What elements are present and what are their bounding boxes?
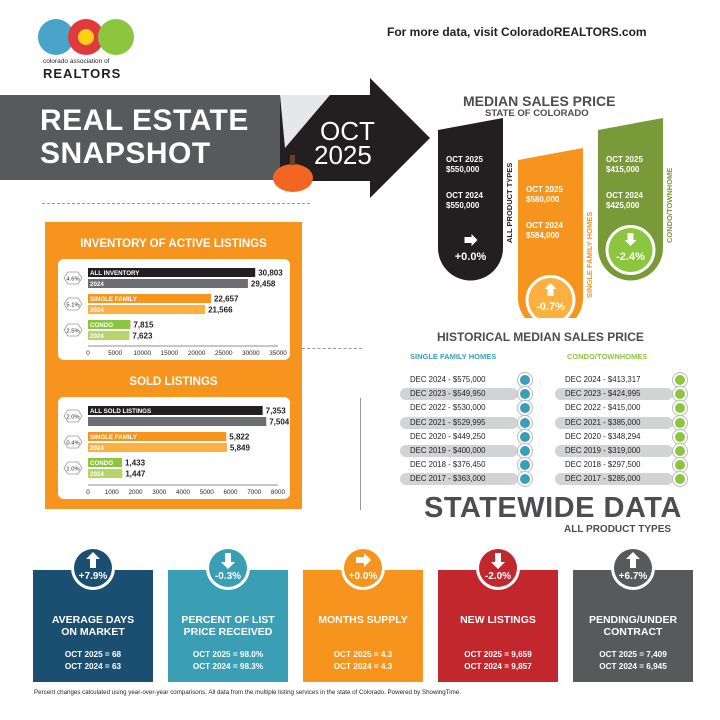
historical-dot bbox=[518, 458, 532, 472]
median-prev-value: $425,000 bbox=[606, 201, 640, 210]
inventory-bar-category: ALL INVENTORY bbox=[90, 270, 140, 277]
card-label: PENDING/UNDER CONTRACT bbox=[588, 614, 678, 638]
card-label: AVERAGE DAYS ON MARKET bbox=[51, 614, 135, 638]
sold-title: SOLD LISTINGS bbox=[129, 376, 218, 388]
historical-dot bbox=[673, 472, 687, 486]
inventory-change-value: 5.1% bbox=[66, 302, 80, 309]
median-prev-value: $550,000 bbox=[446, 201, 480, 210]
inventory-tick: 10000 bbox=[133, 350, 152, 357]
historical-dot bbox=[518, 444, 532, 458]
historical-row: DEC 2022 - $415,000 bbox=[565, 403, 641, 413]
inventory-tick: 0 bbox=[86, 350, 90, 357]
logo-line2: REALTORS bbox=[43, 66, 122, 81]
median-prev-value: $584,000 bbox=[526, 231, 560, 240]
historical-row: DEC 2019 - $400,000 bbox=[400, 445, 518, 457]
median-cur-label: OCT 2025 bbox=[446, 155, 483, 164]
card-current: OCT 2025 = 98.0% bbox=[192, 650, 264, 659]
divider-line bbox=[42, 203, 310, 204]
historical-dot bbox=[673, 444, 687, 458]
year-label: 2025 bbox=[314, 140, 372, 170]
stat-card bbox=[33, 570, 153, 682]
historical-dot bbox=[673, 458, 687, 472]
sold-bar-value: 5,822 bbox=[229, 432, 250, 442]
median-change-value: -2.4% bbox=[616, 251, 645, 263]
change-value: +7.9% bbox=[78, 571, 108, 582]
median-prev-label: OCT 2024 bbox=[446, 191, 483, 200]
historical-dot bbox=[518, 387, 532, 401]
historical-row: DEC 2019 - $319,000 bbox=[555, 445, 673, 457]
change-badge bbox=[206, 546, 250, 590]
median-prev-label: OCT 2024 bbox=[526, 221, 563, 230]
inventory-chart bbox=[58, 259, 290, 360]
median-subtitle: STATE OF COLORADO bbox=[485, 108, 589, 119]
historical-dot bbox=[673, 430, 687, 444]
card-previous: OCT 2024 = 4.3 bbox=[333, 662, 393, 671]
sold-tick: 2000 bbox=[128, 489, 143, 496]
historical-row: DEC 2020 - $348,294 bbox=[565, 431, 641, 441]
sf-header: SINGLE FAMILY HOMES bbox=[410, 352, 497, 361]
inventory-bar-value: 7,815 bbox=[133, 320, 154, 330]
sold-tick: 3000 bbox=[152, 489, 167, 496]
change-value: -2.0% bbox=[484, 571, 512, 582]
sold-tick: 1000 bbox=[104, 489, 119, 496]
historical-row: DEC 2020 - $449,250 bbox=[410, 431, 486, 441]
historical-dot bbox=[518, 373, 532, 387]
sold-bar-category: 2024 bbox=[90, 445, 104, 452]
historical-row: DEC 2017 - $285,000 bbox=[555, 473, 673, 485]
historical-row: DEC 2018 - $297,500 bbox=[565, 460, 641, 470]
footer-note: Percent changes calculated using year-over-year comparisons. All data from the multiple listing services in the state of Colorado. Powered by ShowingTime. bbox=[34, 689, 461, 696]
historical-row: DEC 2024 - $413,317 bbox=[565, 375, 641, 384]
sold-tick: 4000 bbox=[175, 489, 191, 496]
sold-chart bbox=[58, 397, 290, 499]
inventory-tick: 15000 bbox=[160, 350, 179, 357]
card-current: OCT 2025 = 68 bbox=[64, 650, 122, 659]
historical-dot bbox=[518, 416, 532, 430]
inventory-bar-value: 22,657 bbox=[213, 294, 239, 304]
sold-tick: 6000 bbox=[223, 489, 238, 496]
inventory-bar-category: SINGLE FAMILY bbox=[90, 296, 137, 303]
median-cur-label: OCT 2025 bbox=[606, 155, 643, 164]
change-value: -0.3% bbox=[214, 571, 242, 582]
sold-bar-value: 7,353 bbox=[265, 406, 286, 416]
inventory-bar-category: 2024 bbox=[90, 281, 104, 288]
inventory-bar-category: 2024 bbox=[90, 333, 104, 340]
historical-row: DEC 2018 - $376,450 bbox=[410, 460, 486, 470]
logo-line1: colorado association of bbox=[43, 58, 110, 65]
sold-tick: 8000 bbox=[270, 489, 286, 496]
inventory-bar-value: 29,458 bbox=[250, 279, 276, 289]
median-type-label: ALL PRODUCT TYPES bbox=[505, 162, 514, 243]
historical-dot bbox=[673, 401, 687, 415]
median-cur-value: $415,000 bbox=[606, 165, 640, 174]
inventory-bar bbox=[88, 279, 248, 288]
inventory-tick: 20000 bbox=[187, 350, 206, 357]
card-current: OCT 2025 = 9,659 bbox=[464, 650, 532, 659]
sold-bar bbox=[88, 443, 227, 452]
inventory-change-value: 4.6% bbox=[66, 276, 80, 283]
card-previous: OCT 2024 = 98.3% bbox=[192, 662, 264, 671]
sold-bar-value: 5,849 bbox=[229, 443, 250, 453]
inventory-tick: 5000 bbox=[108, 350, 123, 357]
historical-row: DEC 2023 - $424,995 bbox=[555, 388, 673, 400]
sold-bar-value: 7,504 bbox=[269, 417, 290, 427]
median-title: MEDIAN SALES PRICE bbox=[463, 93, 616, 109]
median-cur-label: OCT 2025 bbox=[526, 185, 563, 194]
sold-tick: 7000 bbox=[247, 489, 262, 496]
median-change-value: -0.7% bbox=[536, 301, 565, 313]
statewide-subtitle: ALL PRODUCT TYPES bbox=[564, 524, 672, 535]
card-label: PERCENT OF LIST PRICE RECEIVED bbox=[181, 614, 275, 638]
sold-change-value: 0.4% bbox=[66, 440, 80, 447]
change-badge bbox=[341, 546, 385, 590]
card-label: NEW LISTINGS bbox=[460, 614, 536, 626]
historical-dot bbox=[518, 430, 532, 444]
historical-dot bbox=[518, 401, 532, 415]
historical-row: DEC 2023 - $549,950 bbox=[400, 388, 518, 400]
logo-circle-green bbox=[98, 19, 134, 55]
statewide-title: STATEWIDE DATA bbox=[424, 492, 682, 524]
page-title: REAL ESTATE SNAPSHOT bbox=[40, 104, 249, 170]
sold-tick: 0 bbox=[86, 489, 90, 496]
inventory-title: INVENTORY OF ACTIVE LISTINGS bbox=[80, 238, 267, 250]
sold-bar-category: 2024 bbox=[90, 471, 104, 478]
card-previous: OCT 2024 = 9,857 bbox=[464, 662, 532, 671]
median-columns bbox=[430, 118, 720, 318]
sold-bar-category: ALL SOLD LISTINGS bbox=[90, 408, 152, 415]
inventory-bar bbox=[88, 305, 205, 314]
stat-card bbox=[303, 570, 423, 682]
median-prev-label: OCT 2024 bbox=[606, 191, 643, 200]
card-current: OCT 2025 = 4.3 bbox=[333, 650, 393, 659]
inventory-bar-value: 7,623 bbox=[132, 331, 153, 341]
historical-row: DEC 2021 - $385,000 bbox=[555, 417, 673, 429]
sold-bar-category: CONDO bbox=[90, 460, 114, 467]
card-previous: OCT 2024 = 63 bbox=[64, 662, 122, 671]
sold-bar-category: SINGLE FAMILY bbox=[90, 434, 137, 441]
inventory-tick: 30000 bbox=[242, 350, 260, 357]
sold-bar-value: 1,447 bbox=[125, 469, 146, 479]
inventory-bar-category: 2024 bbox=[90, 307, 104, 314]
median-type-label: SINGLE FAMILY HOMES bbox=[585, 211, 594, 298]
divider-line-3 bbox=[360, 398, 361, 510]
inventory-bar-value: 21,566 bbox=[208, 305, 233, 315]
inventory-bar-category: CONDO bbox=[90, 322, 114, 329]
historical-dot bbox=[673, 387, 687, 401]
pumpkin-stem bbox=[290, 155, 295, 165]
historical-title: HISTORICAL MEDIAN SALES PRICE bbox=[437, 330, 644, 344]
website-link[interactable]: For more data, visit ColoradoREALTORS.com bbox=[387, 25, 647, 39]
sold-change-value: 2.0% bbox=[66, 414, 80, 421]
sold-bar-value: 1,433 bbox=[125, 458, 146, 468]
sold-change-value: 1.0% bbox=[66, 466, 80, 473]
change-badge bbox=[71, 546, 115, 590]
inventory-tick: 25000 bbox=[214, 350, 233, 357]
stat-card bbox=[168, 570, 288, 682]
historical-row: DEC 2024 - $575,000 bbox=[410, 375, 486, 384]
historical-dot bbox=[673, 416, 687, 430]
sold-bar bbox=[88, 417, 266, 426]
change-badge bbox=[611, 546, 655, 590]
inventory-tick: 35000 bbox=[269, 350, 287, 357]
historical-row: DEC 2017 - $363,000 bbox=[400, 473, 518, 485]
divider-line-2 bbox=[302, 348, 362, 349]
change-value: +0.0% bbox=[348, 571, 378, 582]
historical-row: DEC 2022 - $530,000 bbox=[410, 403, 486, 413]
month-label: OCT bbox=[320, 116, 375, 146]
historical-row: DEC 2021 - $529,995 bbox=[400, 417, 518, 429]
historical-dot bbox=[518, 472, 532, 486]
pumpkin-icon bbox=[273, 164, 313, 192]
inventory-bar-value: 30,803 bbox=[258, 268, 283, 278]
logo-circle-yellow bbox=[78, 29, 94, 45]
card-label: MONTHS SUPPLY bbox=[318, 614, 408, 626]
stat-card bbox=[573, 570, 693, 682]
median-type-label: CONDO/TOWNHOME bbox=[665, 167, 674, 243]
historical-dot bbox=[673, 373, 687, 387]
median-change-circle bbox=[449, 228, 493, 272]
median-cur-value: $550,000 bbox=[446, 165, 480, 174]
stat-card bbox=[438, 570, 558, 682]
change-badge bbox=[476, 546, 520, 590]
sold-tick: 5000 bbox=[199, 489, 214, 496]
inventory-change-value: 2.5% bbox=[66, 328, 80, 335]
card-previous: OCT 2024 = 6,945 bbox=[599, 662, 667, 671]
ct-header: CONDO/TOWNHOMES bbox=[567, 352, 648, 361]
median-cur-value: $580,000 bbox=[526, 195, 560, 204]
card-current: OCT 2025 = 7,409 bbox=[599, 650, 667, 659]
change-value: +6.7% bbox=[618, 571, 648, 582]
median-change-value: +0.0% bbox=[454, 251, 487, 263]
